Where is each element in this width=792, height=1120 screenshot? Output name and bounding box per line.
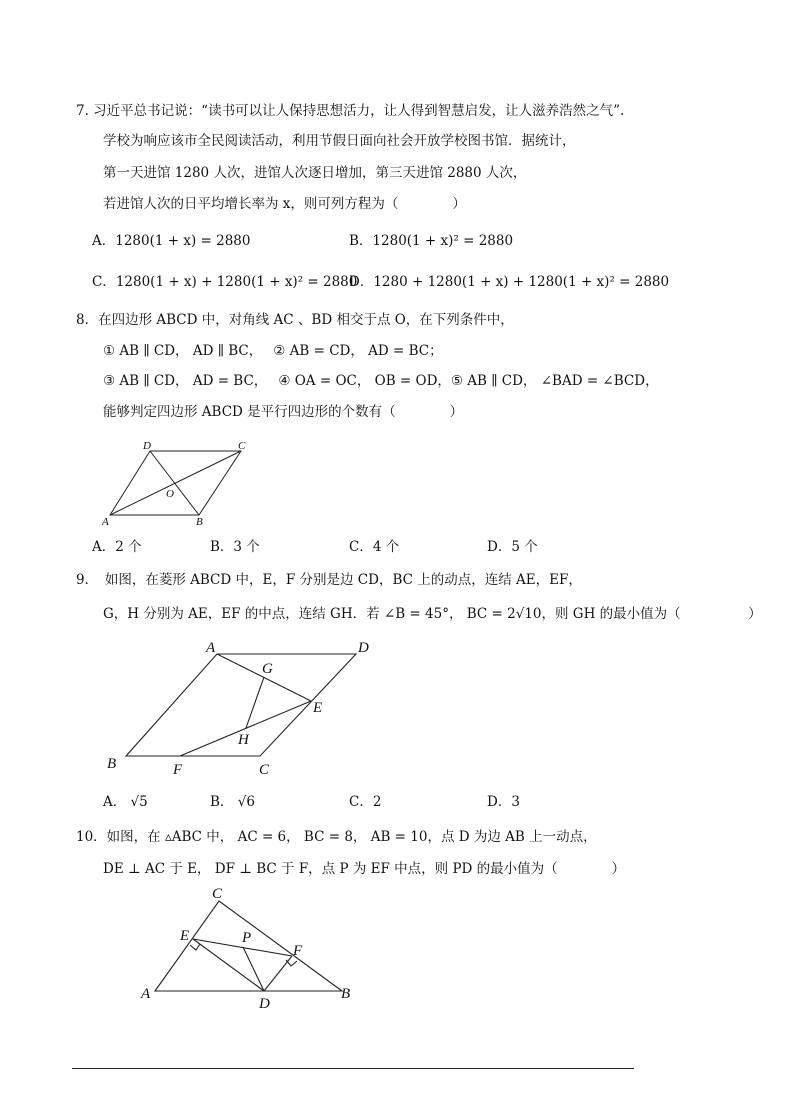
q9-option-c[interactable]: C．2 [349, 794, 382, 810]
q9-label-b: B [107, 756, 117, 772]
q10-label-c: C [212, 886, 223, 902]
q8-label-d: D [143, 440, 151, 452]
q10-label-e: E [180, 928, 190, 944]
q9-option-b[interactable]: B． √6 [210, 794, 255, 810]
q9-label-d: D [358, 640, 369, 656]
q8-option-c[interactable]: C．4 个 [349, 539, 400, 555]
q8-label-o: O [166, 488, 174, 500]
q8-label-a: A [102, 516, 109, 528]
q9-label-e: E [313, 700, 323, 716]
q9-label-h: H [238, 732, 249, 748]
q7-option-a[interactable]: A．1280(1 + x) = 2880 [92, 233, 251, 249]
q7-line-4: 若进馆人次的日平均增长率为 x，则可列方程为（ ） [103, 196, 466, 212]
q10-label-a: A [141, 986, 151, 1002]
q7-option-b[interactable]: B．1280(1 + x)² = 2880 [349, 233, 514, 249]
q9-option-d[interactable]: D．3 [487, 794, 520, 810]
q7-line-1: 7. 习近平总书记说：“读书可以让人保持思想活力，让人得到智慧启发，让人滋养浩然之气”. [76, 103, 625, 119]
q7-option-c[interactable]: C．1280(1 + x) + 1280(1 + x)² = 2880 [92, 274, 358, 290]
q7-line-2: 学校为响应该市全民阅读活动，利用节假日面向社会开放学校图书馆．据统计， [103, 133, 576, 149]
q10-label-d: D [259, 996, 270, 1012]
q10-line-2: DE ⊥ AC 于 E， DF ⊥ BC 于 F，点 P 为 EF 中点，则 PD 的最小值为（ ） [103, 861, 626, 877]
q9-label-c: C [259, 762, 270, 778]
q9-label-f: F [173, 762, 183, 778]
q9-line-2: G，H 分别为 AE，EF 的中点，连结 GH．若 ∠B = 45°， BC = 2√10，则 GH 的最小值为（ ） [103, 606, 762, 622]
q8-line-4: 能够判定四边形 ABCD 是平行四边形的个数有（ ） [103, 404, 464, 420]
q10-label-p: P [242, 930, 252, 946]
footer-divider [72, 1068, 634, 1069]
q8-option-a[interactable]: A．2 个 [92, 539, 142, 555]
q8-line-1: 8．在四边形 ABCD 中，对角线 AC 、BD 相交于点 O，在下列条件中， [76, 312, 514, 328]
q10-label-f: F [293, 943, 303, 959]
q9-label-g: G [262, 661, 273, 677]
q10-line-1: 10．如图，在 ▵ABC 中， AC = 6， BC = 8， AB = 10，点 D 为边 AB 上一动点， [76, 829, 597, 845]
q8-line-3: ③ AB ∥ CD， AD = BC， ④ OA = OC， OB = OD，⑤ AB ∥ CD， ∠BAD = ∠BCD， [103, 373, 659, 389]
q7-option-d[interactable]: D．1280 + 1280(1 + x) + 1280(1 + x)² = 2880 [349, 274, 670, 290]
q9-line-1: 9． 如图，在菱形 ABCD 中，E，F 分别是边 CD，BC 上的动点，连结 AE，EF， [76, 572, 582, 588]
q8-label-b: B [196, 516, 203, 528]
q8-option-d[interactable]: D．5 个 [487, 539, 538, 555]
q9-label-a: A [206, 640, 216, 656]
q8-line-2: ① AB ∥ CD， AD ∥ BC， ② AB = CD， AD = BC； [103, 343, 443, 359]
q8-option-b[interactable]: B．3 个 [210, 539, 260, 555]
q7-line-3: 第一天进馆 1280 人次，进馆人次逐日增加，第三天进馆 2880 人次， [103, 165, 527, 181]
q9-option-a[interactable]: A． √5 [103, 794, 148, 810]
q10-label-b: B [341, 986, 351, 1002]
q8-label-c: C [238, 440, 246, 452]
